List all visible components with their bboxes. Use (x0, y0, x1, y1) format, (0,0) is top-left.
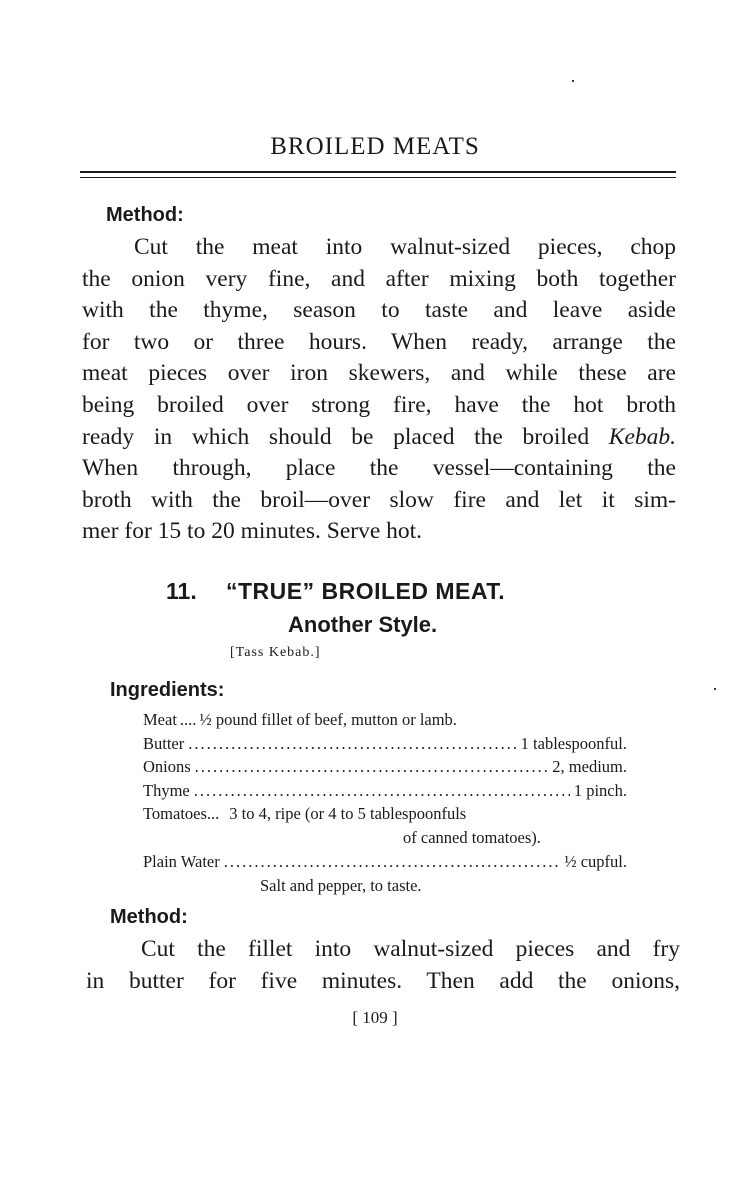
recipe-number: 11. (166, 578, 197, 604)
text-line: broth with the broil—over slow fire and let it sim- (82, 486, 676, 513)
ingredient-name: Plain Water (143, 851, 220, 871)
text-line: meat pieces over iron skewers, and while these are (82, 360, 676, 387)
ingredient-row (143, 826, 627, 850)
ingredient-amount: 1 pinch. (573, 780, 627, 800)
header-rule-thin (80, 177, 676, 178)
italic-word: Kebab. (608, 423, 676, 450)
recipe-subtitle: Another Style. (288, 612, 438, 637)
ingredient-row (143, 802, 627, 826)
text-line: mer for 15 to 20 minutes. Serve hot. (82, 518, 423, 545)
ingredient-name: Tomatoes... (143, 804, 220, 824)
recipe-name: “TRUE” BROILED MEAT. (226, 578, 506, 604)
ingredient-name: Butter (143, 733, 185, 753)
method-paragraph-2 (86, 934, 680, 997)
text-line: the onion very fine, and after mixing both together (82, 265, 676, 292)
ingredients-label: Ingredients: (110, 679, 225, 701)
running-header: BROILED MEATS (270, 133, 480, 160)
text-line: When through, place the vessel—containing the (82, 455, 676, 482)
leader-dots (195, 755, 549, 779)
method-label: Method: (110, 906, 188, 928)
ingredient-row (143, 755, 627, 779)
ingredient-dots: .... (179, 710, 197, 729)
method-label: Method: (106, 204, 184, 226)
print-speck (572, 80, 574, 82)
ingredient-amount-continued: of canned tomatoes). (403, 827, 541, 847)
ingredients-list (143, 708, 627, 873)
ingredient-row (143, 708, 627, 732)
page-number: [ 109 ] (352, 1008, 398, 1027)
header-rule-thick (80, 171, 676, 173)
ingredient-amount: 1 tablespoonful. (520, 733, 627, 753)
text-line: being broiled over strong fire, have the hot broth (82, 391, 676, 418)
recipe-turkish-name: [Tass Kebab.] (230, 645, 321, 660)
leader-dots (224, 850, 560, 874)
text-line: in butter for five minutes. Then add the onions, (86, 967, 680, 994)
text-line: Cut the fillet into walnut-sized pieces and fry (141, 936, 680, 962)
ingredient-amount: ½ cupful. (564, 851, 627, 871)
seasoning-note: Salt and pepper, to taste. (260, 876, 422, 895)
text-line: for two or three hours. When ready, arrange the (82, 328, 676, 355)
print-speck (714, 688, 716, 690)
leader-dots (188, 732, 516, 756)
ingredient-amount: 2, medium. (552, 757, 627, 777)
ingredient-amount: ½ pound fillet of beef, mutton or lamb. (199, 710, 457, 729)
text-line: ready in which should be placed the broiled Kebab. (82, 423, 676, 450)
ingredient-amount: 3 to 4, ripe (or 4 to 5 tablespoonfuls (229, 804, 467, 824)
leader-dots (194, 779, 570, 803)
ingredient-name: Thyme (143, 780, 190, 800)
ingredient-name: Onions (143, 757, 191, 777)
ingredient-row (143, 779, 627, 803)
ingredient-name: Meat (143, 710, 177, 729)
text-line: Cut the meat into walnut-sized pieces, chop (134, 234, 676, 260)
method-paragraph-1 (82, 232, 676, 548)
ingredient-row (143, 732, 627, 756)
ingredient-row (143, 850, 627, 874)
text-line: with the thyme, season to taste and leave aside (82, 297, 676, 324)
